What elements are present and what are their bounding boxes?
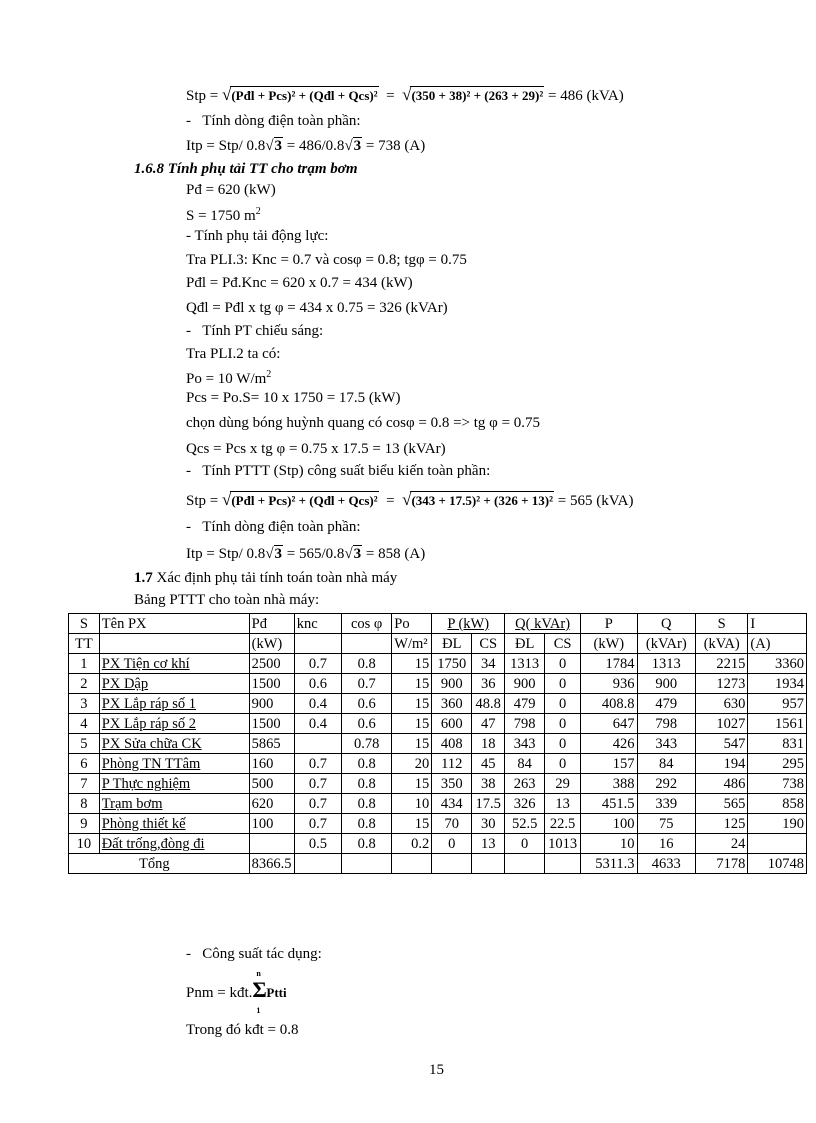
table-cell: 343 — [505, 734, 545, 754]
formula-root-4: (343 + 17.5)² + (326 + 13)² — [411, 493, 554, 508]
table-cell: 2 — [69, 674, 100, 694]
table-cell: 4 — [69, 714, 100, 734]
bullet-line-4: - Tính dòng điện toàn phần: — [186, 519, 361, 535]
table-cell: 15 — [392, 694, 432, 714]
table-header-row-2 — [69, 634, 807, 654]
table-cell: 0 — [545, 694, 581, 714]
table-cell: 0 — [545, 674, 581, 694]
table-cell: 15 — [392, 654, 432, 674]
header-cell: TT — [69, 634, 100, 654]
table-cell: 1027 — [696, 714, 748, 734]
table-cell: 18 — [472, 734, 505, 754]
table-cell: 0.8 — [341, 814, 391, 834]
table-cell: 798 — [637, 714, 696, 734]
header-cell: S — [696, 614, 748, 634]
table-cell: 1013 — [545, 834, 581, 854]
table-cell: 112 — [432, 754, 472, 774]
area-line: S = 1750 $m^2$ — [186, 206, 261, 224]
table-cell: 2215 — [696, 654, 748, 674]
header-cell: (kVA) — [696, 634, 748, 654]
table-cell: 17.5 — [472, 794, 505, 814]
table-cell: 100 — [249, 814, 294, 834]
table-cell: 84 — [637, 754, 696, 774]
table-cell: 292 — [637, 774, 696, 794]
table-cell: 3 — [69, 694, 100, 714]
trong-do-line: Trong đó kđt = 0.8 — [186, 1022, 299, 1038]
bullet-line-2: - Tính PT chiếu sáng: — [186, 323, 324, 339]
table-cell: 15 — [392, 674, 432, 694]
table-cell: 38 — [472, 774, 505, 794]
row-name-cell: Đất trống,đòng đi — [99, 834, 249, 854]
table-cell: 15 — [392, 814, 432, 834]
bullet-line-1: - Tính dòng điện toàn phần: — [186, 113, 361, 129]
table-cell: 20 — [392, 754, 432, 774]
total-cell: 5311.3 — [581, 854, 637, 874]
table-cell: 0.6 — [294, 674, 341, 694]
table-cell: 936 — [581, 674, 637, 694]
table-cell — [294, 734, 341, 754]
header-cell: (kW) — [581, 634, 637, 654]
table-cell: 0.8 — [341, 834, 391, 854]
header-cell: (kVAr) — [637, 634, 696, 654]
sigma-symbol: Σ n 1 — [252, 969, 267, 1015]
table-row — [69, 774, 807, 794]
table-cell: 0 — [545, 654, 581, 674]
table-cell: 0.6 — [341, 714, 391, 734]
table-cell: 15 — [392, 774, 432, 794]
table-cell: 6 — [69, 754, 100, 774]
table-cell: 0.5 — [294, 834, 341, 854]
stp-formula-2: Stp = √(Pđl + Pcs)² + (Qđl + Qcs)² = √(343 + 17.5)² + (326 + 13)² = 565 (kVA) — [186, 490, 634, 509]
row-name-cell: Phòng thiết kế — [99, 814, 249, 834]
table-cell: 125 — [696, 814, 748, 834]
header-cell: Q( kVAr) — [505, 614, 581, 634]
table-cell: 0 — [432, 834, 472, 854]
table-row — [69, 834, 807, 854]
table-cell: 10 — [581, 834, 637, 854]
table-cell: 900 — [637, 674, 696, 694]
header-cell: Q — [637, 614, 696, 634]
table-cell: 0.7 — [294, 754, 341, 774]
table-cell: 0.8 — [341, 774, 391, 794]
table-cell: 3360 — [748, 654, 807, 674]
table-cell: 263 — [505, 774, 545, 794]
table-cell: 160 — [249, 754, 294, 774]
table-cell: 2500 — [249, 654, 294, 674]
table-cell: 190 — [748, 814, 807, 834]
header-cell — [341, 634, 391, 654]
itp-formula-1: Itp = Stp/ 0.8√3 = 486/0.8√3 = 738 (A) — [186, 138, 426, 154]
header-cell: P — [581, 614, 637, 634]
table-cell: 360 — [432, 694, 472, 714]
table-cell: 500 — [249, 774, 294, 794]
row-name-cell: Trạm bơm — [99, 794, 249, 814]
total-cell: 8366.5 — [249, 854, 294, 874]
table-cell: 5865 — [249, 734, 294, 754]
pcs-line: Pcs = Po.S= 10 x 1750 = 17.5 (kW) — [186, 390, 401, 406]
table-caption: Bảng PTTT cho toàn nhà máy: — [134, 592, 320, 608]
table-row — [69, 694, 807, 714]
table-cell: 5 — [69, 734, 100, 754]
table-cell: 434 — [432, 794, 472, 814]
table-cell: 15 — [392, 714, 432, 734]
table-cell: 0.7 — [294, 774, 341, 794]
table-cell: 326 — [505, 794, 545, 814]
table-cell: 600 — [432, 714, 472, 734]
table-cell: 486 — [696, 774, 748, 794]
table-cell: 900 — [432, 674, 472, 694]
bullet-line-3: - Tính PTTT (Stp) công suất biểu kiến toàn phần: — [186, 463, 491, 479]
table-cell: 0 — [545, 734, 581, 754]
table-cell: 339 — [637, 794, 696, 814]
table-cell: 47 — [472, 714, 505, 734]
table-cell: 858 — [748, 794, 807, 814]
table-cell: 7 — [69, 774, 100, 794]
table-cell: 34 — [472, 654, 505, 674]
table-cell: 36 — [472, 674, 505, 694]
section-heading-168: 1.6.8 Tính phụ tải TT cho trạm bơm — [134, 161, 358, 177]
po-line: Po = 10 $W/m^2$ — [186, 369, 272, 387]
table-cell: 13 — [472, 834, 505, 854]
header-cell: W/m² — [392, 634, 432, 654]
table-row — [69, 714, 807, 734]
header-cell: Tên PX — [99, 614, 249, 634]
table-total-row — [69, 854, 807, 874]
table-cell: 0.2 — [392, 834, 432, 854]
table-cell: 798 — [505, 714, 545, 734]
tra-pli3-line: Tra PLI.3: Knc = 0.7 và cosφ = 0.8; tgφ = 0.75 — [186, 252, 467, 268]
table-cell: 451.5 — [581, 794, 637, 814]
table-cell: 45 — [472, 754, 505, 774]
table-cell: 408 — [432, 734, 472, 754]
table-cell: 630 — [696, 694, 748, 714]
header-cell: CS — [545, 634, 581, 654]
pdl-line: Pđl = Pđ.Knc = 620 x 0.7 = 434 (kW) — [186, 275, 413, 291]
table-cell — [748, 834, 807, 854]
table-cell: 1313 — [505, 654, 545, 674]
header-cell: CS — [472, 634, 505, 654]
table-cell: 1561 — [748, 714, 807, 734]
table-row — [69, 734, 807, 754]
table-cell: 565 — [696, 794, 748, 814]
pttt-table — [68, 613, 807, 874]
table-cell: 10 — [69, 834, 100, 854]
row-name-cell: PX Lắp ráp số 1 — [99, 694, 249, 714]
table-cell: 0 — [545, 714, 581, 734]
header-cell: (kW) — [249, 634, 294, 654]
table-cell: 0.8 — [341, 754, 391, 774]
table-row — [69, 654, 807, 674]
table-cell: 157 — [581, 754, 637, 774]
table-body — [69, 654, 807, 854]
table-cell: 52.5 — [505, 814, 545, 834]
table-cell: 0.4 — [294, 714, 341, 734]
pnm-formula: Pnm = kđt.Σ n 1 Ptti — [186, 969, 287, 1015]
table-cell: 900 — [249, 694, 294, 714]
dong-luc-line: - Tính phụ tải động lực: — [186, 228, 329, 244]
row-name-cell: PX Dập — [99, 674, 249, 694]
total-cell — [432, 854, 472, 874]
table-cell: 22.5 — [545, 814, 581, 834]
total-cell — [294, 854, 341, 874]
table-row — [69, 814, 807, 834]
formula-root-1: (Pđl + Pcs)² + (Qđl + Qcs)² — [231, 88, 378, 103]
table-cell: 479 — [637, 694, 696, 714]
table-cell: 343 — [637, 734, 696, 754]
pd-line: Pđ = 620 (kW) — [186, 182, 276, 198]
table-cell: 647 — [581, 714, 637, 734]
formula-root-2: (350 + 38)² + (263 + 29)² — [411, 88, 544, 103]
header-cell: Pđ — [249, 614, 294, 634]
table-cell: 831 — [748, 734, 807, 754]
header-cell: cos φ — [341, 614, 391, 634]
table-cell: 0.7 — [294, 814, 341, 834]
table-cell: 10 — [392, 794, 432, 814]
table-cell: 30 — [472, 814, 505, 834]
table-cell: 24 — [696, 834, 748, 854]
total-cell: 7178 — [696, 854, 748, 874]
table-row — [69, 674, 807, 694]
header-cell: ĐL — [432, 634, 472, 654]
table-cell: 738 — [748, 774, 807, 794]
table-cell: 100 — [581, 814, 637, 834]
itp-formula-2: Itp = Stp/ 0.8√3 = 565/0.8√3 = 858 (A) — [186, 546, 426, 562]
table-cell: 900 — [505, 674, 545, 694]
header-cell — [294, 634, 341, 654]
table-cell — [249, 834, 294, 854]
header-cell: P (kW) — [432, 614, 505, 634]
table-cell: 957 — [748, 694, 807, 714]
table-cell: 15 — [392, 734, 432, 754]
header-cell: knc — [294, 614, 341, 634]
total-cell — [341, 854, 391, 874]
qcs-line: Qcs = Pcs x tg φ = 0.75 x 17.5 = 13 (kVAr) — [186, 441, 446, 457]
bullet-line-5: - Công suất tác dụng: — [186, 946, 322, 962]
table-cell: 350 — [432, 774, 472, 794]
table-cell: 84 — [505, 754, 545, 774]
row-name-cell: PX Lắp ráp số 2 — [99, 714, 249, 734]
table-row — [69, 794, 807, 814]
table-header-row-1 — [69, 614, 807, 634]
table-cell: 1313 — [637, 654, 696, 674]
table-cell: 620 — [249, 794, 294, 814]
chon-bong-line: chọn dùng bóng huỳnh quang có cosφ = 0.8 => tg φ = 0.75 — [186, 415, 541, 431]
table-cell: 1784 — [581, 654, 637, 674]
tra-pli2-line: Tra PLI.2 ta có: — [186, 346, 281, 362]
table-cell: 0.7 — [341, 674, 391, 694]
table-cell: 1750 — [432, 654, 472, 674]
table-cell: 16 — [637, 834, 696, 854]
total-cell — [505, 854, 545, 874]
table-cell: 1500 — [249, 714, 294, 734]
header-cell: ĐL — [505, 634, 545, 654]
total-cell: 4633 — [637, 854, 696, 874]
row-name-cell: PX Tiện cơ khí — [99, 654, 249, 674]
stp-formula-1: Stp = √(Pđl + Pcs)² + (Qđl + Qcs)² = √(350 + 38)² + (263 + 29)² = 486 (kVA) — [186, 85, 624, 104]
row-name-cell: Phòng TN TTâm — [99, 754, 249, 774]
table-cell: 295 — [748, 754, 807, 774]
table-cell: 0.78 — [341, 734, 391, 754]
table-cell: 13 — [545, 794, 581, 814]
table-cell: 0.8 — [341, 794, 391, 814]
total-cell — [545, 854, 581, 874]
table-cell: 0 — [545, 754, 581, 774]
table-cell: 9 — [69, 814, 100, 834]
table-cell: 75 — [637, 814, 696, 834]
table-cell: 408.8 — [581, 694, 637, 714]
total-label: Tổng — [69, 854, 250, 874]
header-cell: (A) — [748, 634, 807, 654]
table-cell: 1934 — [748, 674, 807, 694]
table-cell: 479 — [505, 694, 545, 714]
header-cell — [99, 634, 249, 654]
table-cell: 0.6 — [341, 694, 391, 714]
header-cell: I — [748, 614, 807, 634]
table-cell: 0.8 — [341, 654, 391, 674]
total-cell — [392, 854, 432, 874]
table-row — [69, 754, 807, 774]
row-name-cell: P Thực nghiệm — [99, 774, 249, 794]
header-cell: S — [69, 614, 100, 634]
table-cell: 1 — [69, 654, 100, 674]
table-cell: 29 — [545, 774, 581, 794]
section-heading-17: 1.7 Xác định phụ tải tính toán toàn nhà máy — [134, 570, 398, 586]
table-cell: 0.4 — [294, 694, 341, 714]
table-cell: 1273 — [696, 674, 748, 694]
total-cell — [472, 854, 505, 874]
table-cell: 1500 — [249, 674, 294, 694]
table-cell: 0 — [505, 834, 545, 854]
table-cell: 547 — [696, 734, 748, 754]
table-cell: 0.7 — [294, 794, 341, 814]
table-cell: 388 — [581, 774, 637, 794]
table-cell: 426 — [581, 734, 637, 754]
table-cell: 70 — [432, 814, 472, 834]
table-cell: 0.7 — [294, 654, 341, 674]
total-cell: 10748 — [748, 854, 807, 874]
row-name-cell: PX Sửa chữa CK — [99, 734, 249, 754]
page-number: 15 — [429, 1062, 444, 1078]
table-cell: 194 — [696, 754, 748, 774]
table-cell: 48.8 — [472, 694, 505, 714]
formula-root-3: (Pđl + Pcs)² + (Qđl + Qcs)² — [231, 493, 378, 508]
qdl-line: Qđl = Pđl x tg φ = 434 x 0.75 = 326 (kVAr) — [186, 300, 448, 316]
table-cell: 8 — [69, 794, 100, 814]
header-cell: Po — [392, 614, 432, 634]
